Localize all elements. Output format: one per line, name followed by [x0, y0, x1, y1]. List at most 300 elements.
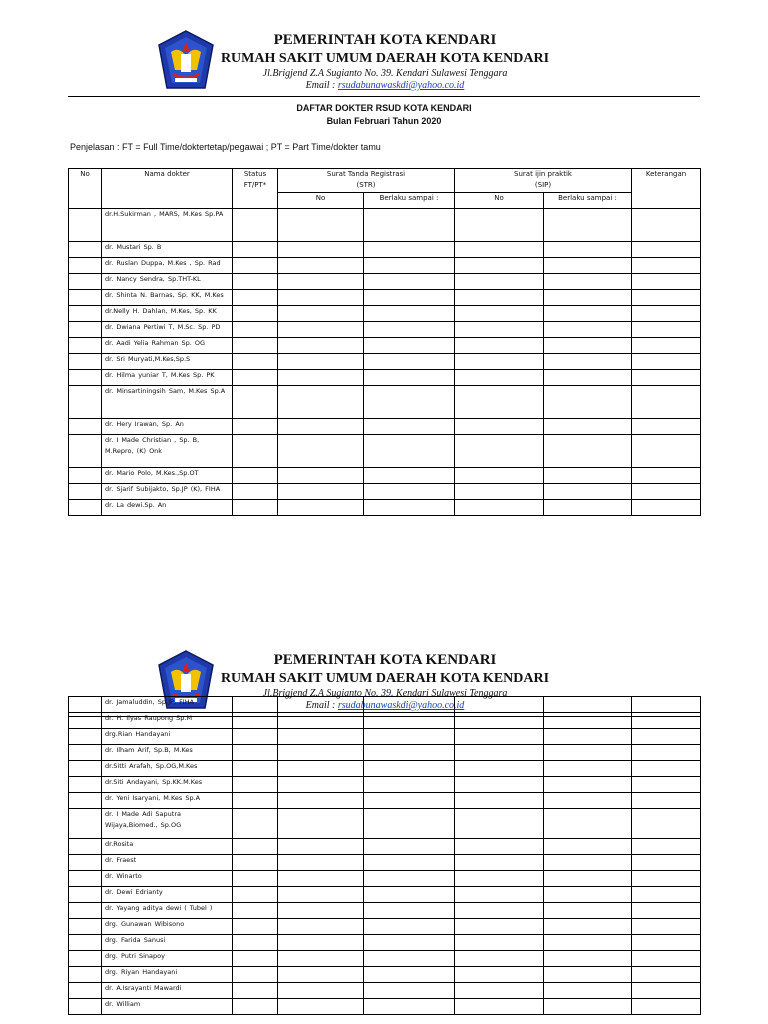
cell-str-no — [278, 468, 364, 484]
cell-doctor-name: dr.Sitti Arafah, Sp.OG,M.Kes — [102, 761, 233, 777]
cell-str-valid — [364, 338, 455, 354]
cell-doctor-name: drg. Gunawan Wibisono — [102, 919, 233, 935]
cell-str-no — [278, 839, 364, 855]
cell-status — [233, 435, 278, 468]
cell-doctor-name: drg.Rian Handayani — [102, 729, 233, 745]
cell-status — [233, 419, 278, 435]
explanation-text: Penjelasan : FT = Full Time/doktertetap/pegawai ; PT = Part Time/dokter tamu — [70, 142, 381, 152]
cell-no — [69, 306, 102, 322]
cell-sip-valid — [544, 919, 632, 935]
cell-str-valid — [364, 484, 455, 500]
table-body-1 — [69, 209, 701, 516]
cell-doctor-name: dr. Shinta N. Barnas, Sp. KK, M.Kes — [102, 290, 233, 306]
email-label: Email : — [305, 700, 338, 711]
cell-status — [233, 951, 278, 967]
cell-status — [233, 370, 278, 386]
cell-no — [69, 468, 102, 484]
cell-str-no — [278, 354, 364, 370]
letterhead-hospital: RUMAH SAKIT UMUM DAERAH KOTA KENDARI — [220, 671, 550, 686]
status-sublabel: FT/PT* — [243, 181, 267, 189]
cell-status — [233, 967, 278, 983]
table-row — [69, 435, 701, 468]
cell-no — [69, 855, 102, 871]
cell-notes — [632, 745, 701, 761]
cell-doctor-name: dr. Fraest — [102, 855, 233, 871]
col-header-no: No — [69, 169, 102, 209]
cell-sip-valid — [544, 761, 632, 777]
cell-sip-no — [455, 468, 544, 484]
cell-sip-valid — [544, 258, 632, 274]
cell-str-valid — [364, 983, 455, 999]
cell-str-no — [278, 306, 364, 322]
cell-sip-no — [455, 500, 544, 516]
cell-sip-no — [455, 386, 544, 419]
cell-sip-no — [455, 697, 544, 713]
cell-status — [233, 809, 278, 839]
cell-doctor-name: drg. Riyan Handayani — [102, 967, 233, 983]
cell-notes — [632, 855, 701, 871]
table-row — [69, 242, 701, 258]
cell-sip-valid — [544, 855, 632, 871]
cell-notes — [632, 887, 701, 903]
cell-sip-valid — [544, 338, 632, 354]
cell-no — [69, 500, 102, 516]
cell-sip-no — [455, 903, 544, 919]
cell-sip-valid — [544, 935, 632, 951]
cell-sip-valid — [544, 871, 632, 887]
cell-sip-valid — [544, 242, 632, 258]
cell-str-no — [278, 745, 364, 761]
cell-str-valid — [364, 386, 455, 419]
cell-str-valid — [364, 258, 455, 274]
cell-no — [69, 745, 102, 761]
cell-str-valid — [364, 419, 455, 435]
letterhead-government: PEMERINTAH KOTA KENDARI — [273, 32, 497, 48]
cell-no — [69, 258, 102, 274]
cell-notes — [632, 967, 701, 983]
cell-status — [233, 354, 278, 370]
cell-str-valid — [364, 761, 455, 777]
kendari-city-emblem — [157, 30, 215, 92]
cell-status — [233, 761, 278, 777]
cell-notes — [632, 435, 701, 468]
cell-str-no — [278, 258, 364, 274]
cell-str-valid — [364, 919, 455, 935]
cell-sip-valid — [544, 386, 632, 419]
cell-sip-no — [455, 983, 544, 999]
cell-doctor-name: dr. La dewi.Sp. An — [102, 500, 233, 516]
cell-sip-valid — [544, 322, 632, 338]
cell-doctor-name: dr. Sri Muryati,M.Kes,Sp.S — [102, 354, 233, 370]
cell-str-valid — [364, 839, 455, 855]
cell-doctor-name: dr. H. Ilyas Raupong Sp.M — [102, 713, 233, 729]
email-label: Email : — [305, 80, 338, 91]
cell-str-no — [278, 697, 364, 713]
cell-str-valid — [364, 500, 455, 516]
table-body-2 — [69, 697, 701, 1015]
cell-sip-valid — [544, 290, 632, 306]
cell-doctor-name: dr. Winarto — [102, 871, 233, 887]
cell-status — [233, 745, 278, 761]
letterhead-hospital: RUMAH SAKIT UMUM DAERAH KOTA KENDARI — [220, 51, 550, 66]
table-row — [69, 729, 701, 745]
cell-sip-valid — [544, 419, 632, 435]
cell-notes — [632, 729, 701, 745]
cell-str-no — [278, 338, 364, 354]
cell-str-valid — [364, 793, 455, 809]
cell-str-no — [278, 242, 364, 258]
cell-notes — [632, 761, 701, 777]
cell-status — [233, 777, 278, 793]
cell-sip-no — [455, 809, 544, 839]
cell-no — [69, 919, 102, 935]
cell-status — [233, 729, 278, 745]
cell-no — [69, 713, 102, 729]
cell-sip-valid — [544, 809, 632, 839]
sip-sublabel: (SIP) — [534, 181, 552, 189]
cell-sip-valid — [544, 839, 632, 855]
col-header-notes: Keterangan — [632, 169, 701, 209]
cell-sip-no — [455, 967, 544, 983]
cell-status — [233, 697, 278, 713]
col-header-status — [233, 169, 278, 209]
cell-doctor-name: dr. Sjarif Subijakto, Sp.JP (K), FIHA — [102, 484, 233, 500]
cell-status — [233, 919, 278, 935]
cell-notes — [632, 468, 701, 484]
cell-no — [69, 777, 102, 793]
cell-notes — [632, 484, 701, 500]
table-header-row — [69, 169, 701, 193]
cell-notes — [632, 871, 701, 887]
cell-sip-no — [455, 951, 544, 967]
cell-doctor-name: drg. Farida Sanusi — [102, 935, 233, 951]
cell-sip-valid — [544, 777, 632, 793]
cell-doctor-name: dr. Mario Polo, M.Kes.,Sp.OT — [102, 468, 233, 484]
cell-str-no — [278, 386, 364, 419]
cell-sip-no — [455, 370, 544, 386]
email-link[interactable]: rsudabunawaskdi@yahoo.co.id — [337, 700, 465, 711]
cell-no — [69, 871, 102, 887]
cell-no — [69, 999, 102, 1015]
cell-sip-valid — [544, 951, 632, 967]
cell-str-no — [278, 209, 364, 242]
cell-no — [69, 242, 102, 258]
cell-notes — [632, 809, 701, 839]
cell-notes — [632, 713, 701, 729]
cell-no — [69, 887, 102, 903]
cell-status — [233, 999, 278, 1015]
table-row — [69, 999, 701, 1015]
cell-sip-valid — [544, 793, 632, 809]
cell-notes — [632, 919, 701, 935]
cell-doctor-name: dr.Nelly H. Dahlan, M.Kes, Sp. KK — [102, 306, 233, 322]
cell-str-no — [278, 951, 364, 967]
cell-notes — [632, 903, 701, 919]
cell-status — [233, 839, 278, 855]
table-row — [69, 697, 701, 713]
cell-status — [233, 386, 278, 419]
table-row — [69, 793, 701, 809]
cell-notes — [632, 290, 701, 306]
table-row — [69, 967, 701, 983]
cell-no — [69, 322, 102, 338]
cell-no — [69, 809, 102, 839]
cell-sip-no — [455, 290, 544, 306]
cell-sip-no — [455, 306, 544, 322]
cell-notes — [632, 951, 701, 967]
cell-notes — [632, 370, 701, 386]
cell-status — [233, 338, 278, 354]
cell-sip-valid — [544, 967, 632, 983]
cell-str-no — [278, 983, 364, 999]
letterhead-address: Jl.Brigjend Z.A Sugianto No. 39. Kendari Sulawesi Tenggara — [262, 688, 508, 699]
table-row — [69, 290, 701, 306]
cell-str-no — [278, 903, 364, 919]
cell-status — [233, 855, 278, 871]
cell-doctor-name: dr. Yayang aditya dewi ( Tubel ) — [102, 903, 233, 919]
cell-sip-no — [455, 274, 544, 290]
cell-notes — [632, 306, 701, 322]
cell-no — [69, 290, 102, 306]
col-header-sip-valid: Berlaku sampai : — [544, 193, 632, 209]
cell-str-no — [278, 855, 364, 871]
cell-notes — [632, 354, 701, 370]
cell-sip-no — [455, 887, 544, 903]
cell-sip-valid — [544, 468, 632, 484]
table-row — [69, 935, 701, 951]
table-row — [69, 322, 701, 338]
cell-no — [69, 370, 102, 386]
cell-str-valid — [364, 290, 455, 306]
cell-no — [69, 338, 102, 354]
cell-sip-no — [455, 713, 544, 729]
cell-str-no — [278, 935, 364, 951]
cell-str-no — [278, 761, 364, 777]
doctor-table-2 — [68, 696, 701, 1015]
cell-sip-no — [455, 729, 544, 745]
cell-str-no — [278, 871, 364, 887]
col-header-str — [278, 169, 455, 193]
cell-status — [233, 500, 278, 516]
cell-str-valid — [364, 468, 455, 484]
cell-str-valid — [364, 274, 455, 290]
cell-status — [233, 209, 278, 242]
letterhead-email-line — [215, 80, 555, 91]
col-header-name: Nama dokter — [102, 169, 233, 209]
cell-notes — [632, 793, 701, 809]
cell-doctor-name: dr. I Made Adi Saputra Wijaya,Biomed., Sp.OG — [102, 809, 233, 839]
cell-sip-no — [455, 209, 544, 242]
cell-status — [233, 306, 278, 322]
cell-doctor-name: drg. Putri Sinapoy — [102, 951, 233, 967]
cell-str-valid — [364, 354, 455, 370]
cell-doctor-name: dr. Hery Irawan, Sp. An — [102, 419, 233, 435]
table-row — [69, 370, 701, 386]
table-row — [69, 855, 701, 871]
cell-sip-valid — [544, 903, 632, 919]
cell-status — [233, 793, 278, 809]
cell-sip-no — [455, 793, 544, 809]
cell-no — [69, 983, 102, 999]
cell-str-no — [278, 290, 364, 306]
table-row — [69, 484, 701, 500]
cell-str-valid — [364, 713, 455, 729]
cell-sip-no — [455, 839, 544, 855]
cell-status — [233, 713, 278, 729]
cell-notes — [632, 322, 701, 338]
cell-status — [233, 274, 278, 290]
cell-notes — [632, 258, 701, 274]
cell-no — [69, 419, 102, 435]
cell-str-no — [278, 809, 364, 839]
cell-doctor-name: dr. Nancy Sendra, Sp.THT-KL — [102, 274, 233, 290]
cell-str-valid — [364, 999, 455, 1015]
cell-str-valid — [364, 903, 455, 919]
cell-str-valid — [364, 745, 455, 761]
cell-no — [69, 697, 102, 713]
cell-sip-no — [455, 935, 544, 951]
cell-notes — [632, 697, 701, 713]
table-row — [69, 500, 701, 516]
cell-sip-valid — [544, 745, 632, 761]
cell-str-no — [278, 713, 364, 729]
cell-notes — [632, 274, 701, 290]
cell-no — [69, 935, 102, 951]
cell-str-no — [278, 322, 364, 338]
cell-no — [69, 435, 102, 468]
table-row — [69, 419, 701, 435]
cell-sip-valid — [544, 306, 632, 322]
cell-status — [233, 242, 278, 258]
cell-no — [69, 967, 102, 983]
table-row — [69, 354, 701, 370]
cell-str-no — [278, 435, 364, 468]
doctor-table-1 — [68, 168, 701, 516]
col-header-sip — [455, 169, 632, 193]
table-row — [69, 871, 701, 887]
cell-str-valid — [364, 887, 455, 903]
cell-sip-no — [455, 919, 544, 935]
table-row — [69, 274, 701, 290]
table-row — [69, 919, 701, 935]
cell-sip-no — [455, 322, 544, 338]
document-subtitle: Bulan Februari Tahun 2020 — [326, 116, 442, 126]
cell-str-valid — [364, 935, 455, 951]
cell-sip-valid — [544, 484, 632, 500]
cell-sip-no — [455, 435, 544, 468]
cell-str-valid — [364, 855, 455, 871]
cell-doctor-name: dr.Rosita — [102, 839, 233, 855]
cell-str-no — [278, 484, 364, 500]
letterhead-government: PEMERINTAH KOTA KENDARI — [273, 652, 497, 668]
cell-sip-valid — [544, 713, 632, 729]
cell-doctor-name: dr. Yeni Isaryani, M.Kes Sp.A — [102, 793, 233, 809]
cell-notes — [632, 935, 701, 951]
cell-no — [69, 209, 102, 242]
cell-no — [69, 839, 102, 855]
cell-notes — [632, 242, 701, 258]
table-row — [69, 745, 701, 761]
cell-notes — [632, 209, 701, 242]
cell-str-valid — [364, 777, 455, 793]
table-row — [69, 951, 701, 967]
cell-no — [69, 793, 102, 809]
email-link[interactable]: rsudabunawaskdi@yahoo.co.id — [337, 80, 465, 91]
cell-status — [233, 903, 278, 919]
cell-str-valid — [364, 967, 455, 983]
cell-sip-valid — [544, 354, 632, 370]
cell-status — [233, 887, 278, 903]
cell-status — [233, 258, 278, 274]
cell-str-no — [278, 500, 364, 516]
cell-notes — [632, 777, 701, 793]
cell-sip-valid — [544, 274, 632, 290]
table-row — [69, 386, 701, 419]
cell-str-no — [278, 999, 364, 1015]
col-header-str-no: No — [278, 193, 364, 209]
cell-str-valid — [364, 951, 455, 967]
table-row — [69, 903, 701, 919]
cell-str-no — [278, 793, 364, 809]
cell-str-valid — [364, 306, 455, 322]
cell-doctor-name: dr. Aadi Yelia Rahman Sp. OG — [102, 338, 233, 354]
cell-sip-no — [455, 419, 544, 435]
cell-doctor-name: dr. Hilma yuniar T, M.Kes Sp. PK — [102, 370, 233, 386]
cell-str-no — [278, 777, 364, 793]
cell-no — [69, 951, 102, 967]
table-row — [69, 887, 701, 903]
str-sublabel: (STR) — [356, 181, 376, 189]
table-row — [69, 258, 701, 274]
cell-status — [233, 983, 278, 999]
cell-status — [233, 468, 278, 484]
cell-no — [69, 274, 102, 290]
cell-notes — [632, 839, 701, 855]
letterhead — [0, 30, 768, 100]
status-label: Status — [243, 170, 267, 178]
cell-sip-valid — [544, 983, 632, 999]
cell-doctor-name: dr. Ruslan Duppa, M.Kes , Sp. Rad — [102, 258, 233, 274]
table-row — [69, 983, 701, 999]
cell-str-valid — [364, 809, 455, 839]
cell-str-valid — [364, 435, 455, 468]
cell-str-no — [278, 887, 364, 903]
cell-sip-no — [455, 242, 544, 258]
col-header-sip-no: No — [455, 193, 544, 209]
cell-no — [69, 729, 102, 745]
cell-sip-valid — [544, 999, 632, 1015]
cell-no — [69, 354, 102, 370]
table-row — [69, 338, 701, 354]
table-row — [69, 809, 701, 839]
cell-notes — [632, 999, 701, 1015]
cell-doctor-name: dr.Siti Andayani, Sp.KK.M.Kes — [102, 777, 233, 793]
cell-str-no — [278, 370, 364, 386]
cell-no — [69, 386, 102, 419]
cell-sip-no — [455, 258, 544, 274]
cell-no — [69, 761, 102, 777]
cell-doctor-name: dr. William — [102, 999, 233, 1015]
cell-str-valid — [364, 242, 455, 258]
cell-str-valid — [364, 322, 455, 338]
cell-doctor-name: dr. A.Israyanti Mawardi — [102, 983, 233, 999]
cell-notes — [632, 338, 701, 354]
cell-status — [233, 871, 278, 887]
col-header-str-valid: Berlaku sampai : — [364, 193, 455, 209]
table-row — [69, 713, 701, 729]
cell-sip-no — [455, 338, 544, 354]
cell-str-valid — [364, 370, 455, 386]
